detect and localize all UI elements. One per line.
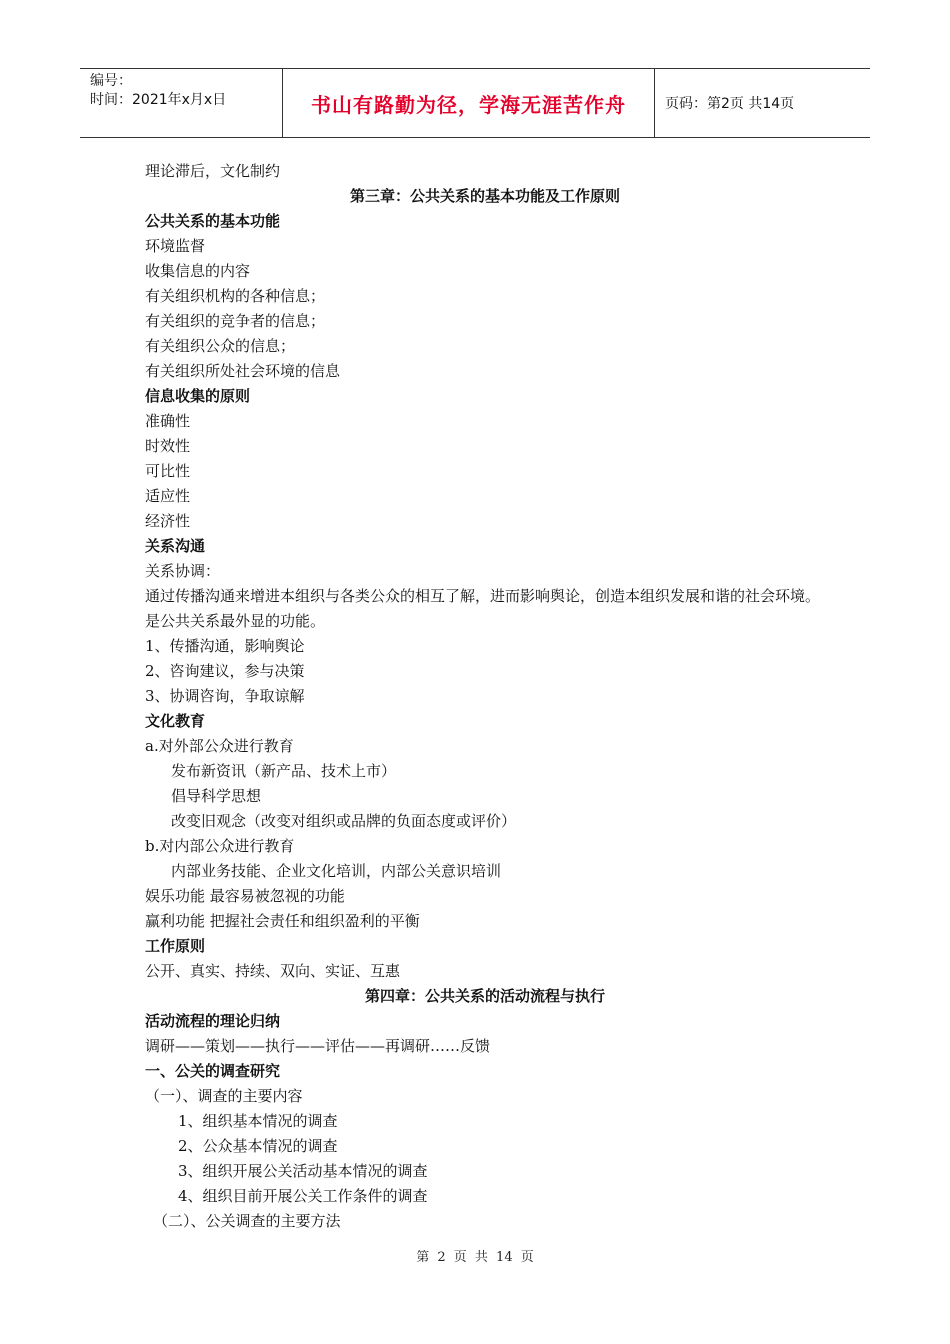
section-heading: 一、公关的调查研究 xyxy=(145,1062,281,1080)
text-line: 调研——策划——执行——评估——再调研……反馈 xyxy=(145,1037,491,1055)
document-body xyxy=(145,159,825,1234)
text-line: b.对内部公众进行教育 xyxy=(145,837,295,855)
indented-line: 3、组织开展公关活动基本情况的调查 xyxy=(178,1162,428,1180)
text-line: a.对外部公众进行教育 xyxy=(145,737,294,755)
indented-line: 2、公众基本情况的调查 xyxy=(178,1137,338,1155)
text-line: 适应性 xyxy=(145,487,191,505)
text-line: 公开、真实、持续、双向、实证、互惠 xyxy=(145,962,401,980)
text-line: 1、传播沟通，影响舆论 xyxy=(145,637,305,655)
text-line: 关系协调： xyxy=(145,562,221,580)
text-line: 有关组织的竞争者的信息； xyxy=(145,312,326,330)
text-line: 赢利功能 把握社会责任和组织盈利的平衡 xyxy=(145,912,420,930)
header-motto: 书山有路勤为径，学海无涯苦作舟 xyxy=(282,69,655,137)
section-heading: 工作原则 xyxy=(145,937,206,955)
section-heading: 关系沟通 xyxy=(145,537,206,555)
text-line: 有关组织机构的各种信息； xyxy=(145,287,326,305)
indented-line: 内部业务技能、企业文化培训，内部公关意识培训 xyxy=(171,862,502,880)
chapter-title: 第三章：公共关系的基本功能及工作原则 xyxy=(349,187,620,205)
text-line: 时效性 xyxy=(145,437,191,455)
document-time-label: 时间：2021年x月x日 xyxy=(90,92,227,108)
section-heading: 文化教育 xyxy=(145,712,206,730)
indented-line: 改变旧观念（改变对组织或品牌的负面态度或评价） xyxy=(171,812,517,830)
header-meta xyxy=(80,69,282,137)
indented-line: 4、组织目前开展公关工作条件的调查 xyxy=(178,1187,428,1205)
text-line: 2、咨询建议，参与决策 xyxy=(145,662,305,680)
paragraph: 通过传播沟通来增进本组织与各类公众的相互了解，进而影响舆论，创造本组织发展和谐的社会环境。是公共关系最外显的功能。 xyxy=(145,587,821,630)
document-number-label: 编号： xyxy=(90,73,132,89)
text-line: 可比性 xyxy=(145,462,191,480)
text-line: 有关组织所处社会环境的信息 xyxy=(145,362,341,380)
text-line: （一）、调查的主要内容 xyxy=(145,1087,303,1105)
text-line: 有关组织公众的信息； xyxy=(145,337,296,355)
text-line: 理论滞后，文化制约 xyxy=(145,162,281,180)
page-header xyxy=(80,68,870,138)
page-footer: 第 2 页 共 14 页 xyxy=(416,1250,534,1265)
text-line: 收集信息的内容 xyxy=(145,262,251,280)
text-line: 娱乐功能 最容易被忽视的功能 xyxy=(145,887,345,905)
indented-line: 1、组织基本情况的调查 xyxy=(178,1112,338,1130)
indented-line: 发布新资讯（新产品、技术上市） xyxy=(171,762,397,780)
section-heading: 公共关系的基本功能 xyxy=(145,212,281,230)
section-heading: 信息收集的原则 xyxy=(145,387,251,405)
text-line: 经济性 xyxy=(145,512,191,530)
text-line: 环境监督 xyxy=(145,237,206,255)
section-heading: 活动流程的理论归纳 xyxy=(145,1012,281,1030)
header-page-info: 页码：第2页 共14页 xyxy=(665,96,795,112)
indented-line: 倡导科学思想 xyxy=(171,787,262,805)
indented-line: （二）、公关调查的主要方法 xyxy=(153,1212,341,1230)
chapter-title: 第四章：公共关系的活动流程与执行 xyxy=(364,987,605,1005)
text-line: 准确性 xyxy=(145,412,191,430)
text-line: 3、协调咨询，争取谅解 xyxy=(145,687,305,705)
